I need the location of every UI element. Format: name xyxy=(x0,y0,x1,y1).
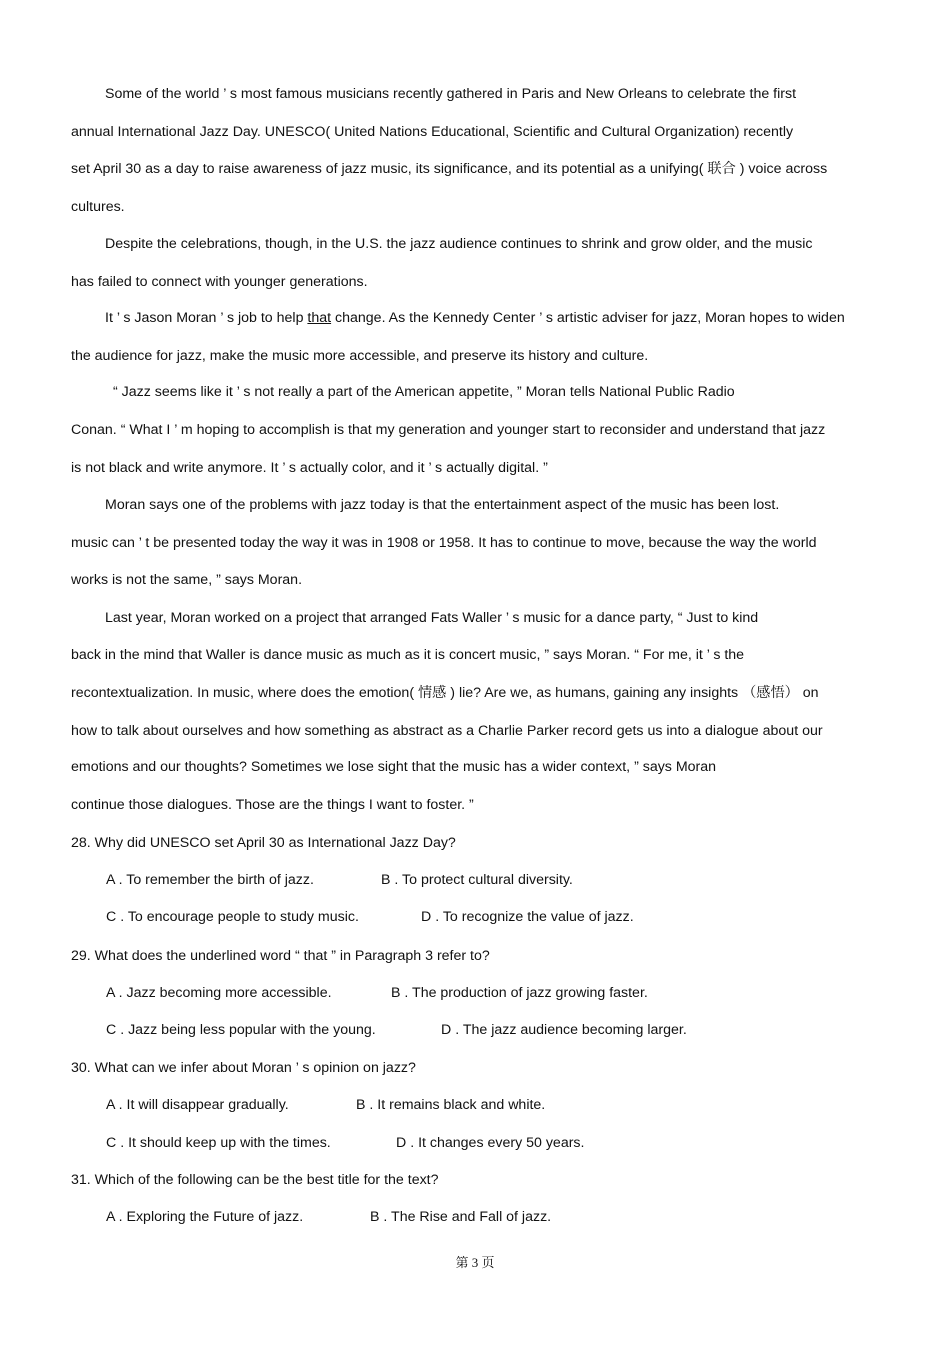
passage-p4-line3: is not black and write anymore. It ’ s actually color, and it ’ s actually digital. ” xyxy=(71,460,548,476)
passage-p6-line2: back in the mind that Waller is dance music as much as it is concert music, ” says Moran. “ For me, it ’ s the xyxy=(71,647,745,663)
passage-p4-line1: “ Jazz seems like it ’ s not really a part of the American appetite, ” Moran tells National Public Radio xyxy=(113,384,735,400)
passage-p5-line2: music can ’ t be presented today the way it was in 1908 or 1958. It has to continue to move, because the way the world xyxy=(71,535,817,551)
q30-option-b: B . It remains black and white. xyxy=(356,1097,546,1113)
passage-p2-line1: Despite the celebrations, though, in the U.S. the jazz audience continues to shrink and grow older, and the music xyxy=(105,236,813,252)
passage-p3-text-b: change. As the Kennedy Center ’ s artistic adviser for jazz, Moran hopes to widen xyxy=(331,310,845,326)
passage-p1-line3: set April 30 as a day to raise awareness of jazz music, its significance, and its potential as a unifying( 联合 ) voice across xyxy=(71,161,828,177)
passage-p6-line6: continue those dialogues. Those are the things I want to foster. ” xyxy=(71,797,474,813)
question-29: 29. What does the underlined word “ that ” in Paragraph 3 refer to? xyxy=(71,948,490,964)
q31-option-b: B . The Rise and Fall of jazz. xyxy=(370,1209,552,1225)
passage-p6-line4: how to talk about ourselves and how something as abstract as a Charlie Parker record gets us into a dialogue about our xyxy=(71,723,823,739)
question-28: 28. Why did UNESCO set April 30 as International Jazz Day? xyxy=(71,835,456,851)
passage-p5-line1: Moran says one of the problems with jazz today is that the entertainment aspect of the music has been lost. xyxy=(105,497,780,513)
passage-p1-line4: cultures. xyxy=(71,199,125,215)
q30-option-c: C . It should keep up with the times. xyxy=(106,1135,331,1151)
q30-option-a: A . It will disappear gradually. xyxy=(106,1097,289,1113)
passage-p3-line1 xyxy=(105,309,845,327)
passage-p3-line2: the audience for jazz, make the music more accessible, and preserve its history and culture. xyxy=(71,348,649,364)
q29-option-d: D . The jazz audience becoming larger. xyxy=(441,1022,687,1038)
passage-p1-line1: Some of the world ’ s most famous musicians recently gathered in Paris and New Orleans to celebrate the first xyxy=(105,86,797,102)
underlined-word-that: that xyxy=(307,310,332,326)
q28-option-a: A . To remember the birth of jazz. xyxy=(106,872,314,888)
question-30: 30. What can we infer about Moran ’ s opinion on jazz? xyxy=(71,1060,416,1076)
q29-option-c: C . Jazz being less popular with the young. xyxy=(106,1022,376,1038)
passage-p5-line3: works is not the same, ” says Moran. xyxy=(71,572,303,588)
passage-p6-line5: emotions and our thoughts? Sometimes we lose sight that the music has a wider context, ” says Moran xyxy=(71,759,717,775)
question-31: 31. Which of the following can be the best title for the text? xyxy=(71,1172,439,1188)
passage-p1-line2: annual International Jazz Day. UNESCO( United Nations Educational, Scientific and Cultural Organization) recently xyxy=(71,124,794,140)
q31-option-a: A . Exploring the Future of jazz. xyxy=(106,1209,304,1225)
passage-p6-line3: recontextualization. In music, where does the emotion( 情感 ) lie? Are we, as humans, gaining any insights （感悟） on xyxy=(71,685,819,701)
q30-option-d: D . It changes every 50 years. xyxy=(396,1135,585,1151)
q29-option-a: A . Jazz becoming more accessible. xyxy=(106,985,332,1001)
passage-p2-line2: has failed to connect with younger generations. xyxy=(71,274,368,290)
passage-p4-line2: Conan. “ What I ’ m hoping to accomplish is that my generation and younger start to reconsider and understand that jazz xyxy=(71,422,826,438)
q29-option-b: B . The production of jazz growing faster. xyxy=(391,985,648,1001)
q28-option-b: B . To protect cultural diversity. xyxy=(381,872,573,888)
passage-p3-text-a: It ’ s Jason Moran ’ s job to help xyxy=(105,310,308,326)
q28-option-c: C . To encourage people to study music. xyxy=(106,909,359,925)
passage-p6-line1: Last year, Moran worked on a project that arranged Fats Waller ’ s music for a dance party, “ Just to kind xyxy=(105,610,759,626)
q28-option-d: D . To recognize the value of jazz. xyxy=(421,909,634,925)
page-number: 第 3 页 xyxy=(455,1255,495,1270)
